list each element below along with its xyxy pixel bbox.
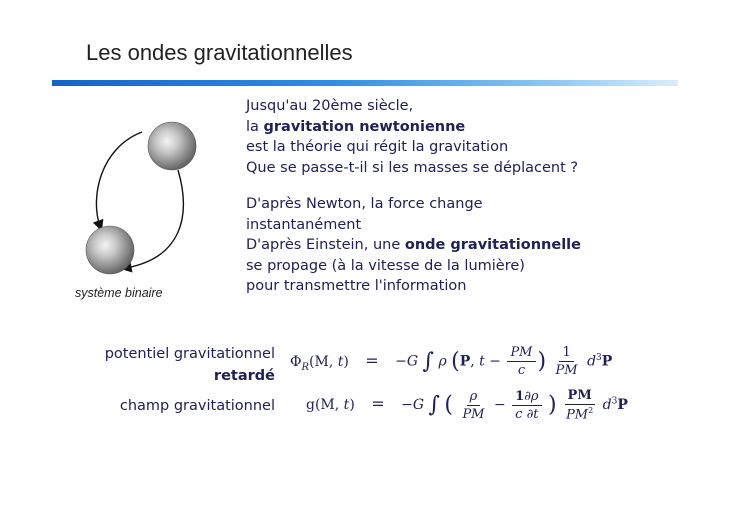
explanation-line: pour transmettre l'information <box>246 278 467 294</box>
eq2-lhs: g(M, t) <box>306 397 355 414</box>
emphasis: onde gravitationnelle <box>404 237 581 253</box>
explanation-line: D'après Newton, la force change <box>246 196 483 212</box>
potential-label: potentiel gravitationnel <box>104 346 275 362</box>
intro-paragraph <box>246 96 578 178</box>
intro-line: Que se passe-t-il si les masses se déplacent ? <box>246 159 579 176</box>
diagram-caption: système binaire <box>75 286 163 300</box>
title-underline-bar <box>52 80 678 86</box>
emphasis: gravitation newtonienne <box>263 118 466 135</box>
intro-line: la gravitation newtonienne <box>246 118 466 135</box>
explanation-paragraph <box>246 194 581 297</box>
equation-retarded-potential: $\Phi_R(M$, t) = −G ∫ ρ (P, t − $\frac{PM}{c}$ ) $\frac{1}{PM}$ $d^3P$ <box>290 345 613 378</box>
equation-gravitational-field: g(M, t) = −G ∫ ( $\frac{\rho}{PM}$ − $\frac{1\partial\rho}{c \partial t}$ ) $\frac{PM}{PM^2}$ $d^3P$ <box>306 388 628 423</box>
slide-title: Les ondes gravitationnelles <box>86 40 353 65</box>
potential-label-bold: retardé <box>213 368 275 384</box>
field-label: champ gravitationnel <box>119 398 275 414</box>
mass-sphere-bottom <box>86 226 134 274</box>
intro-line: Jusqu'au 20ème siècle, <box>246 98 414 114</box>
intro-line: est la théorie qui régit la gravitation <box>246 139 509 155</box>
eq1-lhs: $\Phi_R(M$, t) <box>290 353 349 373</box>
orbit-arc-right <box>126 170 183 268</box>
explanation-line: se propage (à la vitesse de la lumière) <box>246 257 525 274</box>
orbit-arc-left <box>96 132 142 226</box>
binary-system-diagram <box>60 108 240 308</box>
explanation-line: D'après Einstein, une onde gravitationnelle <box>246 237 581 253</box>
mass-sphere-top <box>148 122 196 170</box>
explanation-line: instantanément <box>246 216 362 233</box>
